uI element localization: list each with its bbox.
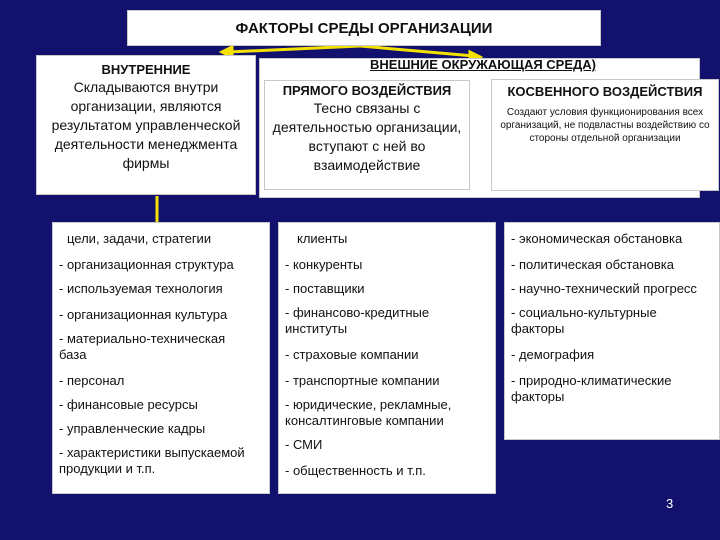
internal-description: Складываются внутри организации, являются результатом управленческой деятельности менеджмента фирмы	[51, 79, 241, 171]
list-item: цели, задачи, стратегии	[67, 231, 212, 246]
list-item: - персонал	[59, 373, 125, 388]
page-title: ФАКТОРЫ СРЕДЫ ОРГАНИЗАЦИИ	[235, 20, 493, 37]
list-item: - страховые компании	[285, 347, 419, 362]
list-item: - экономическая обстановка	[511, 231, 683, 246]
title-box	[127, 10, 601, 46]
list-item: - политическая обстановка	[511, 257, 674, 272]
list-item: - поставщики	[285, 281, 365, 296]
indirect-box	[491, 79, 719, 191]
direct-heading: ПРЯМОГО ВОЗДЕЙСТВИЯ	[282, 83, 452, 98]
list-item: - организационная структура	[59, 257, 234, 272]
list-item: - конкуренты	[285, 257, 363, 272]
list-item: - общественность и т.п.	[285, 463, 426, 478]
internal-heading: ВНУТРЕННИЕ	[101, 62, 191, 77]
list-item: - СМИ	[285, 437, 323, 452]
list-item: - научно-технический прогресс	[511, 281, 697, 296]
list-item: - организационная культура	[59, 307, 228, 322]
list-item: - управленческие кадры	[59, 421, 206, 436]
list-item: - демография	[511, 347, 595, 362]
list-item: - финансовые ресурсы	[59, 397, 198, 412]
list-item: - материально-техническая база	[59, 331, 226, 362]
direct-box	[264, 80, 470, 190]
list-item: - транспортные компании	[285, 373, 440, 388]
list-item: клиенты	[297, 231, 348, 246]
list-item: - природно-климатические факторы	[511, 373, 672, 404]
direct-description: Тесно связаны с деятельностью организации, вступают с ней во взаимодействие	[272, 100, 462, 173]
list-item: - социально-культурные факторы	[511, 305, 657, 336]
page-number: 3	[666, 496, 674, 511]
list-item: - юридические, рекламные, консалтинговые компании	[285, 397, 452, 428]
list-item: - финансово-кредитные институты	[285, 305, 430, 336]
indirect-description: Создают условия функционирования всех организаций, не подвластны воздействию со стороны отдельной организации	[500, 107, 710, 144]
indirect-list	[504, 222, 720, 440]
internal-box	[36, 55, 256, 195]
list-item: - характеристики выпускаемой продукции и т.п.	[59, 445, 245, 476]
direct-list	[278, 222, 496, 494]
external-heading: ВНЕШНИЕ ОКРУЖАЮЩАЯ СРЕДА)	[370, 57, 597, 72]
indirect-heading: КОСВЕННОГО ВОЗДЕЙСТВИЯ	[507, 84, 703, 99]
list-item: - используемая технология	[59, 281, 223, 296]
internal-list	[52, 222, 270, 494]
